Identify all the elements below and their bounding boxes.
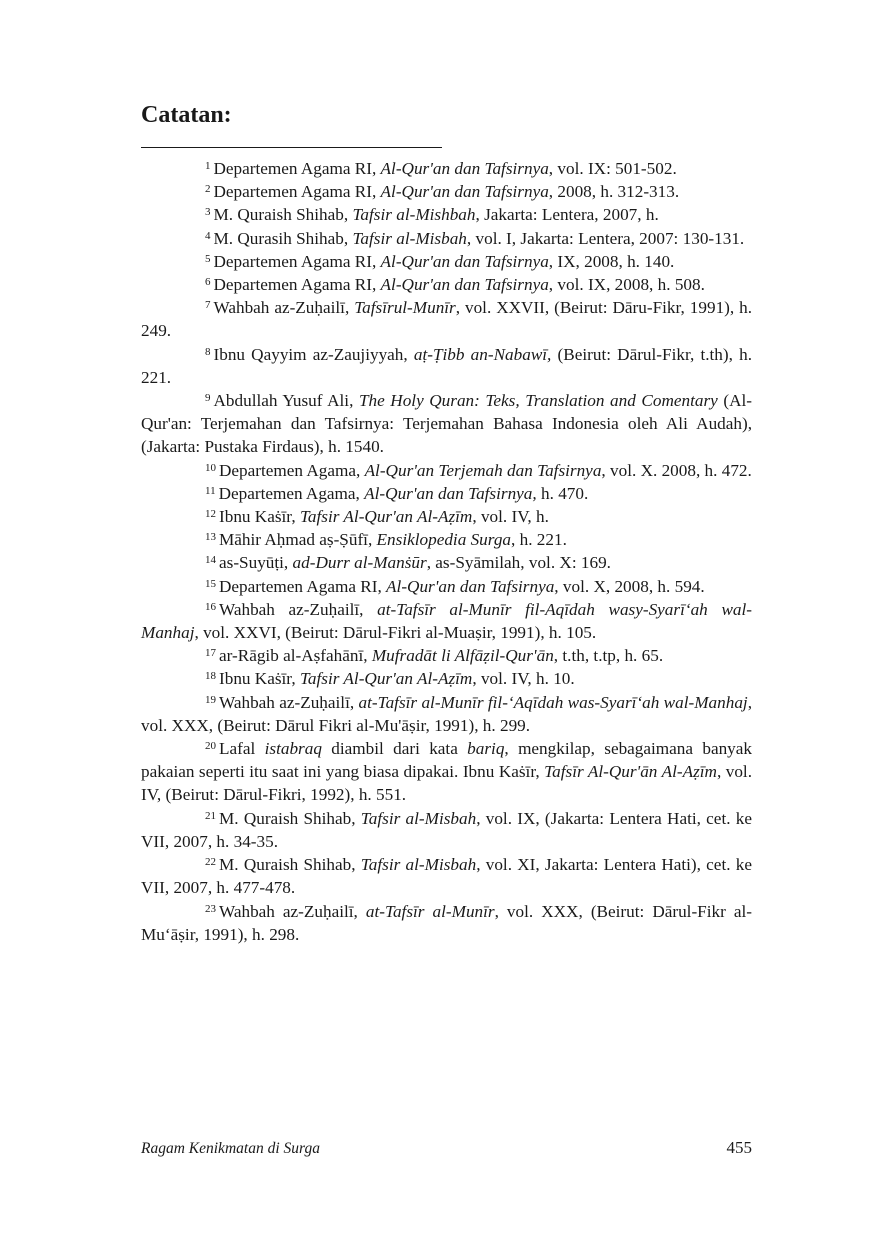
footnote-number: 9 [205,392,211,405]
footnote-text: Abdullah Yusuf Ali, [213,391,359,411]
footnote-text: M. Quraish Shihab, [219,808,361,828]
footnote-italic-title: at-Tafsīr al-Munīr [365,901,495,921]
page-number: 455 [726,1138,752,1157]
footnote-text: Ibnu Kaṡīr, [219,669,300,689]
footnote-italic-title: bariq [467,739,505,759]
footnote-italic-title: Tafsīrul-Munīr [354,298,456,318]
footnote-number: 5 [205,252,211,265]
footnote-text: ar-Rāgib al-Aṣfahānī, [219,646,372,666]
footnote-text: Ibnu Qayyim az-Zaujiyyah, [213,344,414,364]
footnote-text: as-Suyūṭi, [219,553,293,573]
footnote-text: Wahbah az-Zuḥailī, [219,692,359,712]
footnote-text: , vol. X. 2008, h. 472. [601,460,752,480]
footnote-text: , vol. X, 2008, h. 594. [554,576,705,596]
footnote-number: 15 [205,577,216,590]
footnote-italic-title: Tafsir al-Mishbah [352,205,476,225]
footnote-italic-title: The Holy Quran: Teks, Translation and Comentary [358,391,718,411]
footnote-text: Wahbah az-Zuḥailī, [213,298,355,318]
footnote-text: , vol. XXX, (Beirut: Dārul Fikri al-Mu'āṣir, 1991), h. 299. [141,692,752,735]
footnote-text: , h. 221. [511,530,567,550]
footnote-number: 22 [205,856,216,869]
footnote-italic-title: Al-Qur'an dan Tafsirnya [380,275,549,295]
footnote-number: 8 [205,345,211,358]
footnote-text: , vol. I, Jakarta: Lentera, 2007: 130-131. [466,228,745,248]
footnote-text: Departemen Agama RI, [213,275,381,295]
footnote-17 [141,644,752,667]
footnote-italic-title: Tafsir al-Misbah [360,808,477,828]
footnote-text: Māhir Aḥmad aṣ-Ṣūfī, [219,530,377,550]
footnote-6 [141,273,752,296]
footnote-23 [141,900,752,946]
footnote-text: Departemen Agama RI, [213,182,381,202]
page-heading: Catatan: [141,102,232,128]
footnote-number: 3 [205,206,211,219]
footnote-22 [141,853,752,899]
footnote-text: , IX, 2008, h. 140. [548,251,675,271]
footnote-text: (Al-Qur'an: Terjemahan dan Tafsirnya: Terjemahan Bahasa Indonesia oleh Ali Audah), (Jakarta: Pustaka Firdaus), h. 1540. [141,391,752,457]
footnote-italic-title: Al-Qur'an Terjemah dan Tafsirnya [364,460,602,480]
footnote-5 [141,250,752,273]
footnote-number: 4 [205,229,211,242]
footnote-text: (Beirut: Dārul-Fikr, t.th), h. 221. [141,344,752,387]
footnote-text: , vol. XXX, (Beirut: Dārul-Fikr al-Mu‘āṣir, 1991), h. 298. [141,901,752,944]
footnote-italic-title: Tafsir Al-Qur'an Al-Aẓīm [299,669,473,689]
footnote-15 [141,575,752,598]
footnote-number: 6 [205,276,211,289]
footnote-number: 13 [205,531,216,544]
footnote-text: , vol. XXVI, (Beirut: Dārul-Fikri al-Muaṣir, 1991), h. 105. [194,623,597,643]
footnote-9 [141,389,752,459]
footnote-italic-title: Tafsīr Al-Qur'ān Al-Aẓīm [544,762,717,782]
footnote-number: 18 [205,670,216,683]
footnote-italic-title: Tafsir al-Misbah [352,228,467,248]
footnote-21 [141,807,752,853]
footnote-text: M. Qurasih Shihab, [213,228,353,248]
footnote-italic-title: Tafsir al-Misbah [360,855,477,875]
footnote-italic-title: at-Tafsīr al-Munīr fil-‘Aqīdah was-Syarī‘ah wal-Manhaj [358,692,748,712]
footnote-text: , vol. IX: 501-502. [548,159,677,178]
footnote-text: , vol. IX, (Jakarta: Lentera Hati, cet. ke VII, 2007, h. 34-35. [141,808,752,851]
footnote-10 [141,459,752,482]
footnote-italic-title: Ensiklopedia Surga [376,530,512,550]
footnote-text: , t.th, t.tp, h. 65. [553,646,664,666]
footnote-18 [141,667,752,690]
footnote-italic-title: Al-Qur'an dan Tafsirnya [380,159,549,178]
footnote-text: Departemen Agama, [218,483,365,503]
footnote-number: 14 [205,554,216,567]
footnote-text: , Jakarta: Lentera, 2007, h. [475,205,659,225]
footnote-text: M. Quraish Shihab, [213,205,353,225]
footnote-text: Lafal [219,739,265,759]
footnote-2 [141,180,752,203]
footnote-number: 17 [205,647,216,660]
footnote-text: , vol. IV, h. 10. [472,669,575,689]
footnote-italic-title: at-Tafsīr al-Munīr fil-Aqīdah wasy-Syarī‘ah wal-Manhaj [141,599,752,643]
footnote-number: 16 [205,600,216,613]
footnote-20 [141,737,752,807]
footnote-text: , vol. IV, h. [472,507,549,527]
footnote-text: , as-Syāmilah, vol. X: 169. [426,553,611,573]
footnote-italic-title: Al-Qur'an dan Tafsirnya [380,251,549,271]
footnote-text: Departemen Agama, [219,460,365,480]
footnote-7 [141,296,752,342]
footnote-italic-title: istabraq [264,739,322,759]
footnote-number: 2 [205,183,211,196]
footnote-list [141,157,752,946]
footnote-text: , vol. XXVII, (Beirut: Dāru-Fikr, 1991), h. 249. [141,298,753,341]
footnote-1 [141,157,752,180]
footnote-number: 12 [205,508,216,521]
footnote-4 [141,227,752,250]
footnote-text: Wahbah az-Zuḥailī, [219,599,378,619]
footnote-14 [141,551,752,574]
footnote-italic-title: Tafsir Al-Qur'an Al-Aẓīm [299,507,473,527]
footnote-3 [141,203,752,226]
footnote-italic-title: ad-Durr al-Manṡūr [292,553,427,573]
footnote-text: M. Quraish Shihab, [219,855,361,875]
footnote-text: Wahbah az-Zuḥailī, [219,901,366,921]
footnote-divider [141,147,442,148]
footnote-8 [141,343,752,389]
footnote-italic-title: Al-Qur'an dan Tafsirnya, [364,483,537,503]
footnote-12 [141,505,752,528]
footnote-text: Departemen Agama RI, [213,251,381,271]
running-footer-title: Ragam Kenikmatan di Surga [141,1140,320,1157]
footnote-text: Departemen Agama RI, [213,159,381,178]
footnote-19 [141,691,752,737]
footnote-text: , vol. IV, (Beirut: Dārul-Fikri, 1992), h. 551. [141,762,753,805]
footnote-text: , vol. IX, 2008, h. 508. [548,275,705,295]
footnote-number: 20 [205,740,216,753]
footnote-italic-title: Mufradāt li Alfāẓil-Qur'ān [371,646,554,666]
footnote-16 [141,598,752,644]
footnote-number: 10 [205,461,216,474]
footnote-number: 21 [205,809,216,822]
footnote-text: Ibnu Kaṡīr, [219,507,300,527]
footnote-text: , mengkilap, sebagaimana banyak pakaian seperti itu saat ini yang biasa dipakai. Ibnu Kaṡīr, [141,739,752,782]
footnote-text: diambil dari kata [321,739,468,759]
footnote-number: 19 [205,693,216,706]
footnote-number: 23 [205,902,216,915]
footnote-number: 11 [205,484,216,497]
footnote-text: Departemen Agama RI, [219,576,387,596]
footnote-italic-title: aṭ-Ṭibb an-Nabawī, [413,344,552,364]
footnote-italic-title: Al-Qur'an dan Tafsirnya [380,182,549,202]
footnote-number: 1 [205,160,211,172]
footnote-number: 7 [205,299,211,312]
footnote-text: h. 470. [536,483,589,503]
footnote-text: , 2008, h. 312-313. [548,182,680,202]
footnote-13 [141,528,752,551]
footnote-11 [141,482,752,505]
footnote-text: , vol. XI, Jakarta: Lentera Hati), cet. ke VII, 2007, h. 477-478. [141,855,752,898]
footnote-italic-title: Al-Qur'an dan Tafsirnya [386,576,555,596]
